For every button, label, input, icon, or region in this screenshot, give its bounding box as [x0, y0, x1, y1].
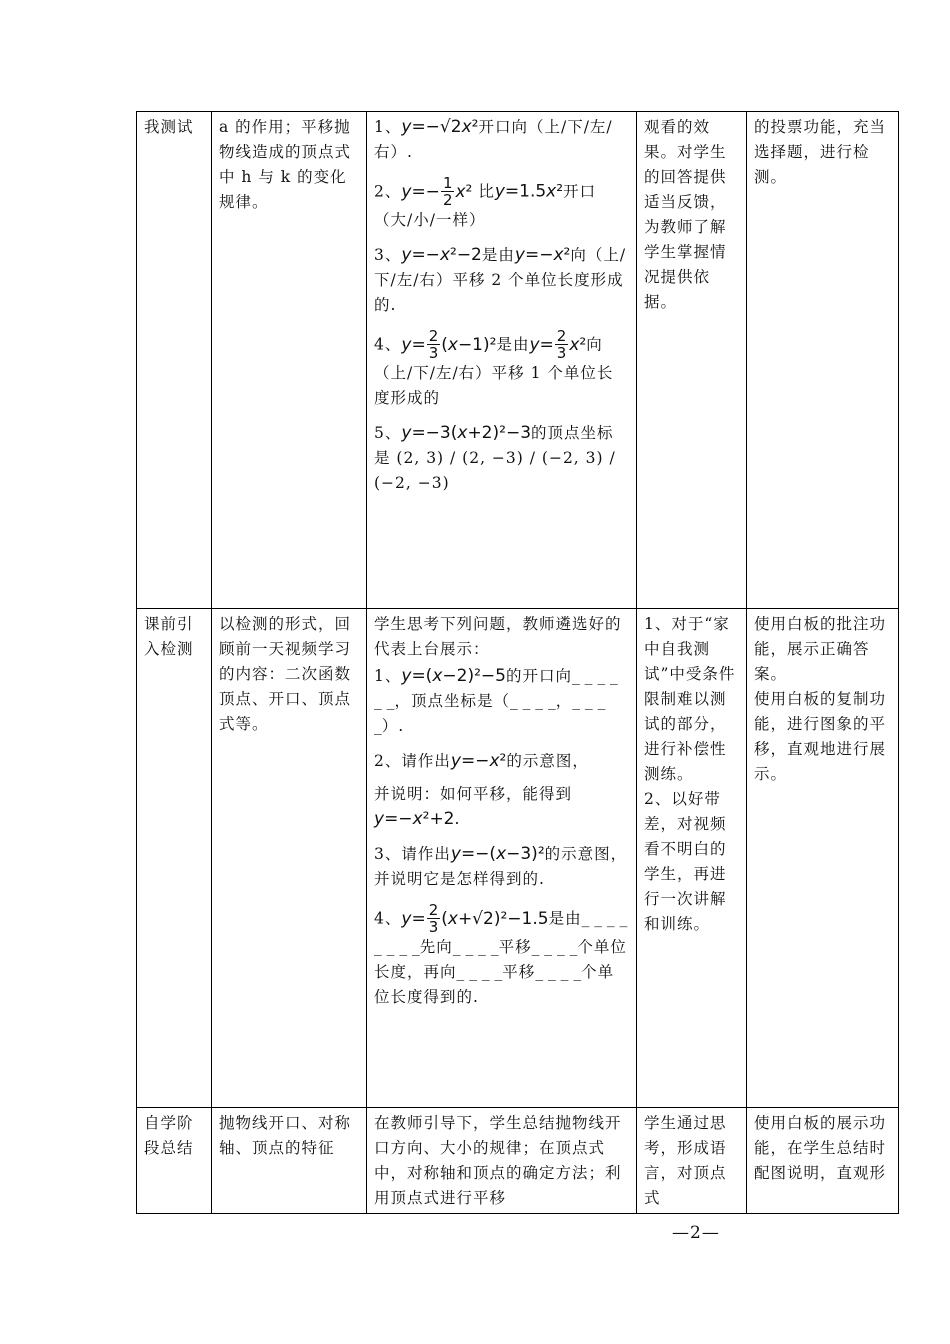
- tech-cell: 使用白板的展示功能，在学生总结时配图说明，直观形: [747, 1108, 899, 1214]
- content-cell: a 的作用；平移抛物线造成的顶点式中 h 与 k 的变化规律。: [212, 112, 367, 609]
- question-text: 个单位长度得到的.: [374, 963, 615, 1006]
- question-text: （上/下/左/右）平移 1 个单位长度形成的: [374, 364, 614, 407]
- formula: y=− $\frac{1}{2}$ x²: [401, 174, 473, 209]
- question-number: 4、: [374, 909, 402, 928]
- question-number: 2、: [374, 182, 402, 201]
- page-number: —2—: [672, 1223, 720, 1243]
- question-text: 向: [586, 335, 603, 354]
- question-text: 是由: [481, 246, 515, 264]
- question-text: 的示意图，: [506, 752, 589, 770]
- question-4: 4、y= $\frac{2}{3}$ (x+√2)²−1.5是由_ _ _ _ _ _ _ _先向_ _ _ _平移_ _ _ _个单位长度，再向_ _ _ _平移_ _ _ _个单位长度得到的.: [374, 901, 628, 1006]
- question-number: 5、: [374, 424, 402, 442]
- table-row-self-test: [137, 112, 899, 609]
- stage-cell: 我测试: [137, 112, 212, 609]
- question-text: 向（上/下/左/右）平移 2 个单位长度形成的.: [374, 246, 627, 314]
- formula: y=−3(x+2)²−3: [401, 423, 532, 443]
- formula: y=−x²: [514, 245, 571, 265]
- formula: y=(x−2)²−5: [401, 666, 506, 686]
- stage-cell: 课前引入检测: [137, 609, 212, 1108]
- activity-cell: [367, 609, 637, 1108]
- table-row-self-study-summary: [137, 1108, 899, 1214]
- lesson-plan-table: [136, 111, 899, 1214]
- question-text: 平移: [498, 938, 532, 956]
- question-text: 的顶点坐: [531, 424, 598, 442]
- question-number: 1、: [374, 667, 402, 685]
- tech-cell: 的投票功能，充当选择题，进行检测。: [747, 112, 899, 609]
- question-text: 开口向（上/下/左/右）.: [374, 118, 613, 161]
- activity-cell: 在教师引导下，学生总结抛物线开口方向、大小的规律；在顶点式中，对称轴和顶点的确定方法；利用顶点式进行平移: [367, 1108, 637, 1214]
- intent-cell: 观看的效果。对学生的回答提供适当反馈，为教师了解学生掌握情况提供依据。: [637, 112, 747, 609]
- formula: y= $\frac{2}{3}$ (x+√2)²−1.5: [401, 901, 549, 936]
- formula: y=1.5x²: [494, 181, 564, 202]
- tech-cell: 使用白板的批注功能，展示正确答案。 使用白板的复制功能，进行图象的平移，直观地进行展示。: [747, 609, 899, 1108]
- formula: y=−x²−2: [401, 245, 482, 265]
- question-4: [374, 328, 629, 411]
- question-text: 个单位长度，再向: [374, 938, 627, 981]
- question-1: 1、y=(x−2)²−5的开口向_ _ _ _ _ _，顶点坐标是（_ _ _ _，_ _ _ _）.: [374, 666, 618, 735]
- question-2: [374, 749, 629, 832]
- formula: y= $\frac{2}{3}$ x²: [529, 327, 587, 362]
- question-text: 图，并说明它是怎样得到的.: [374, 845, 628, 888]
- formula: y=−(x−3)²: [450, 844, 545, 864]
- formula: y= $\frac{2}{3}$ (x−1)²: [401, 327, 497, 362]
- question-text: 标是 (2, 3) / (2, −3) / (−2, 3) / (−2, −3): [374, 424, 616, 492]
- question-5: [374, 421, 629, 496]
- question-number: 1、: [374, 118, 402, 136]
- question-text: ，顶点坐标是（: [394, 692, 510, 710]
- formula: y=−x²+2: [374, 809, 455, 829]
- question-number: 3、: [374, 246, 402, 264]
- question-text: 比: [478, 182, 495, 201]
- content-cell: 抛物线开口、对称轴、顶点的特征: [212, 1108, 367, 1214]
- content-cell: 以检测的形式，回顾前一天视频学习的内容：二次函数顶点、开口、顶点式等。: [212, 609, 367, 1108]
- question-text: ，: [555, 692, 573, 710]
- question-1: [374, 115, 629, 165]
- question-text: 是由: [548, 909, 582, 928]
- question-text: 并说明：如何平移，能得到: [374, 785, 573, 803]
- question-text: 的开口向: [505, 667, 572, 685]
- question-text: 开口（大/小/一样）: [374, 182, 597, 229]
- stage-cell: 自学阶段总结: [137, 1108, 212, 1214]
- activity-intro: 学生思考下列问题，教师遴选好的代表上台展示：: [374, 615, 622, 658]
- question-text: .: [454, 810, 461, 828]
- question-3: [374, 842, 629, 892]
- table-row-pre-class-check: [137, 609, 899, 1108]
- question-number: 4、: [374, 335, 402, 354]
- formula: y=−x²: [450, 751, 507, 771]
- question-text: 先向: [419, 938, 453, 956]
- intent-cell: 学生通过思考，形成语言，对顶点式: [637, 1108, 747, 1214]
- question-text: 的示意: [544, 845, 595, 863]
- question-3: [374, 243, 629, 318]
- activity-cell: [367, 112, 637, 609]
- formula: y=−√2x²: [401, 117, 479, 137]
- question-text: 平移: [502, 963, 536, 981]
- question-text: 是由: [496, 335, 530, 354]
- question-text: 3、请作出: [374, 845, 451, 863]
- question-text: ）.: [381, 717, 405, 735]
- intent-cell: 1、对于“家中自我测试”中受条件限制难以测试的部分，进行补偿性测练。 2、以好带差，对视频看不明白的学生，再进行一次讲解和训练。: [637, 609, 747, 1108]
- question-2: [374, 175, 629, 233]
- question-text: 2、请作出: [374, 752, 451, 770]
